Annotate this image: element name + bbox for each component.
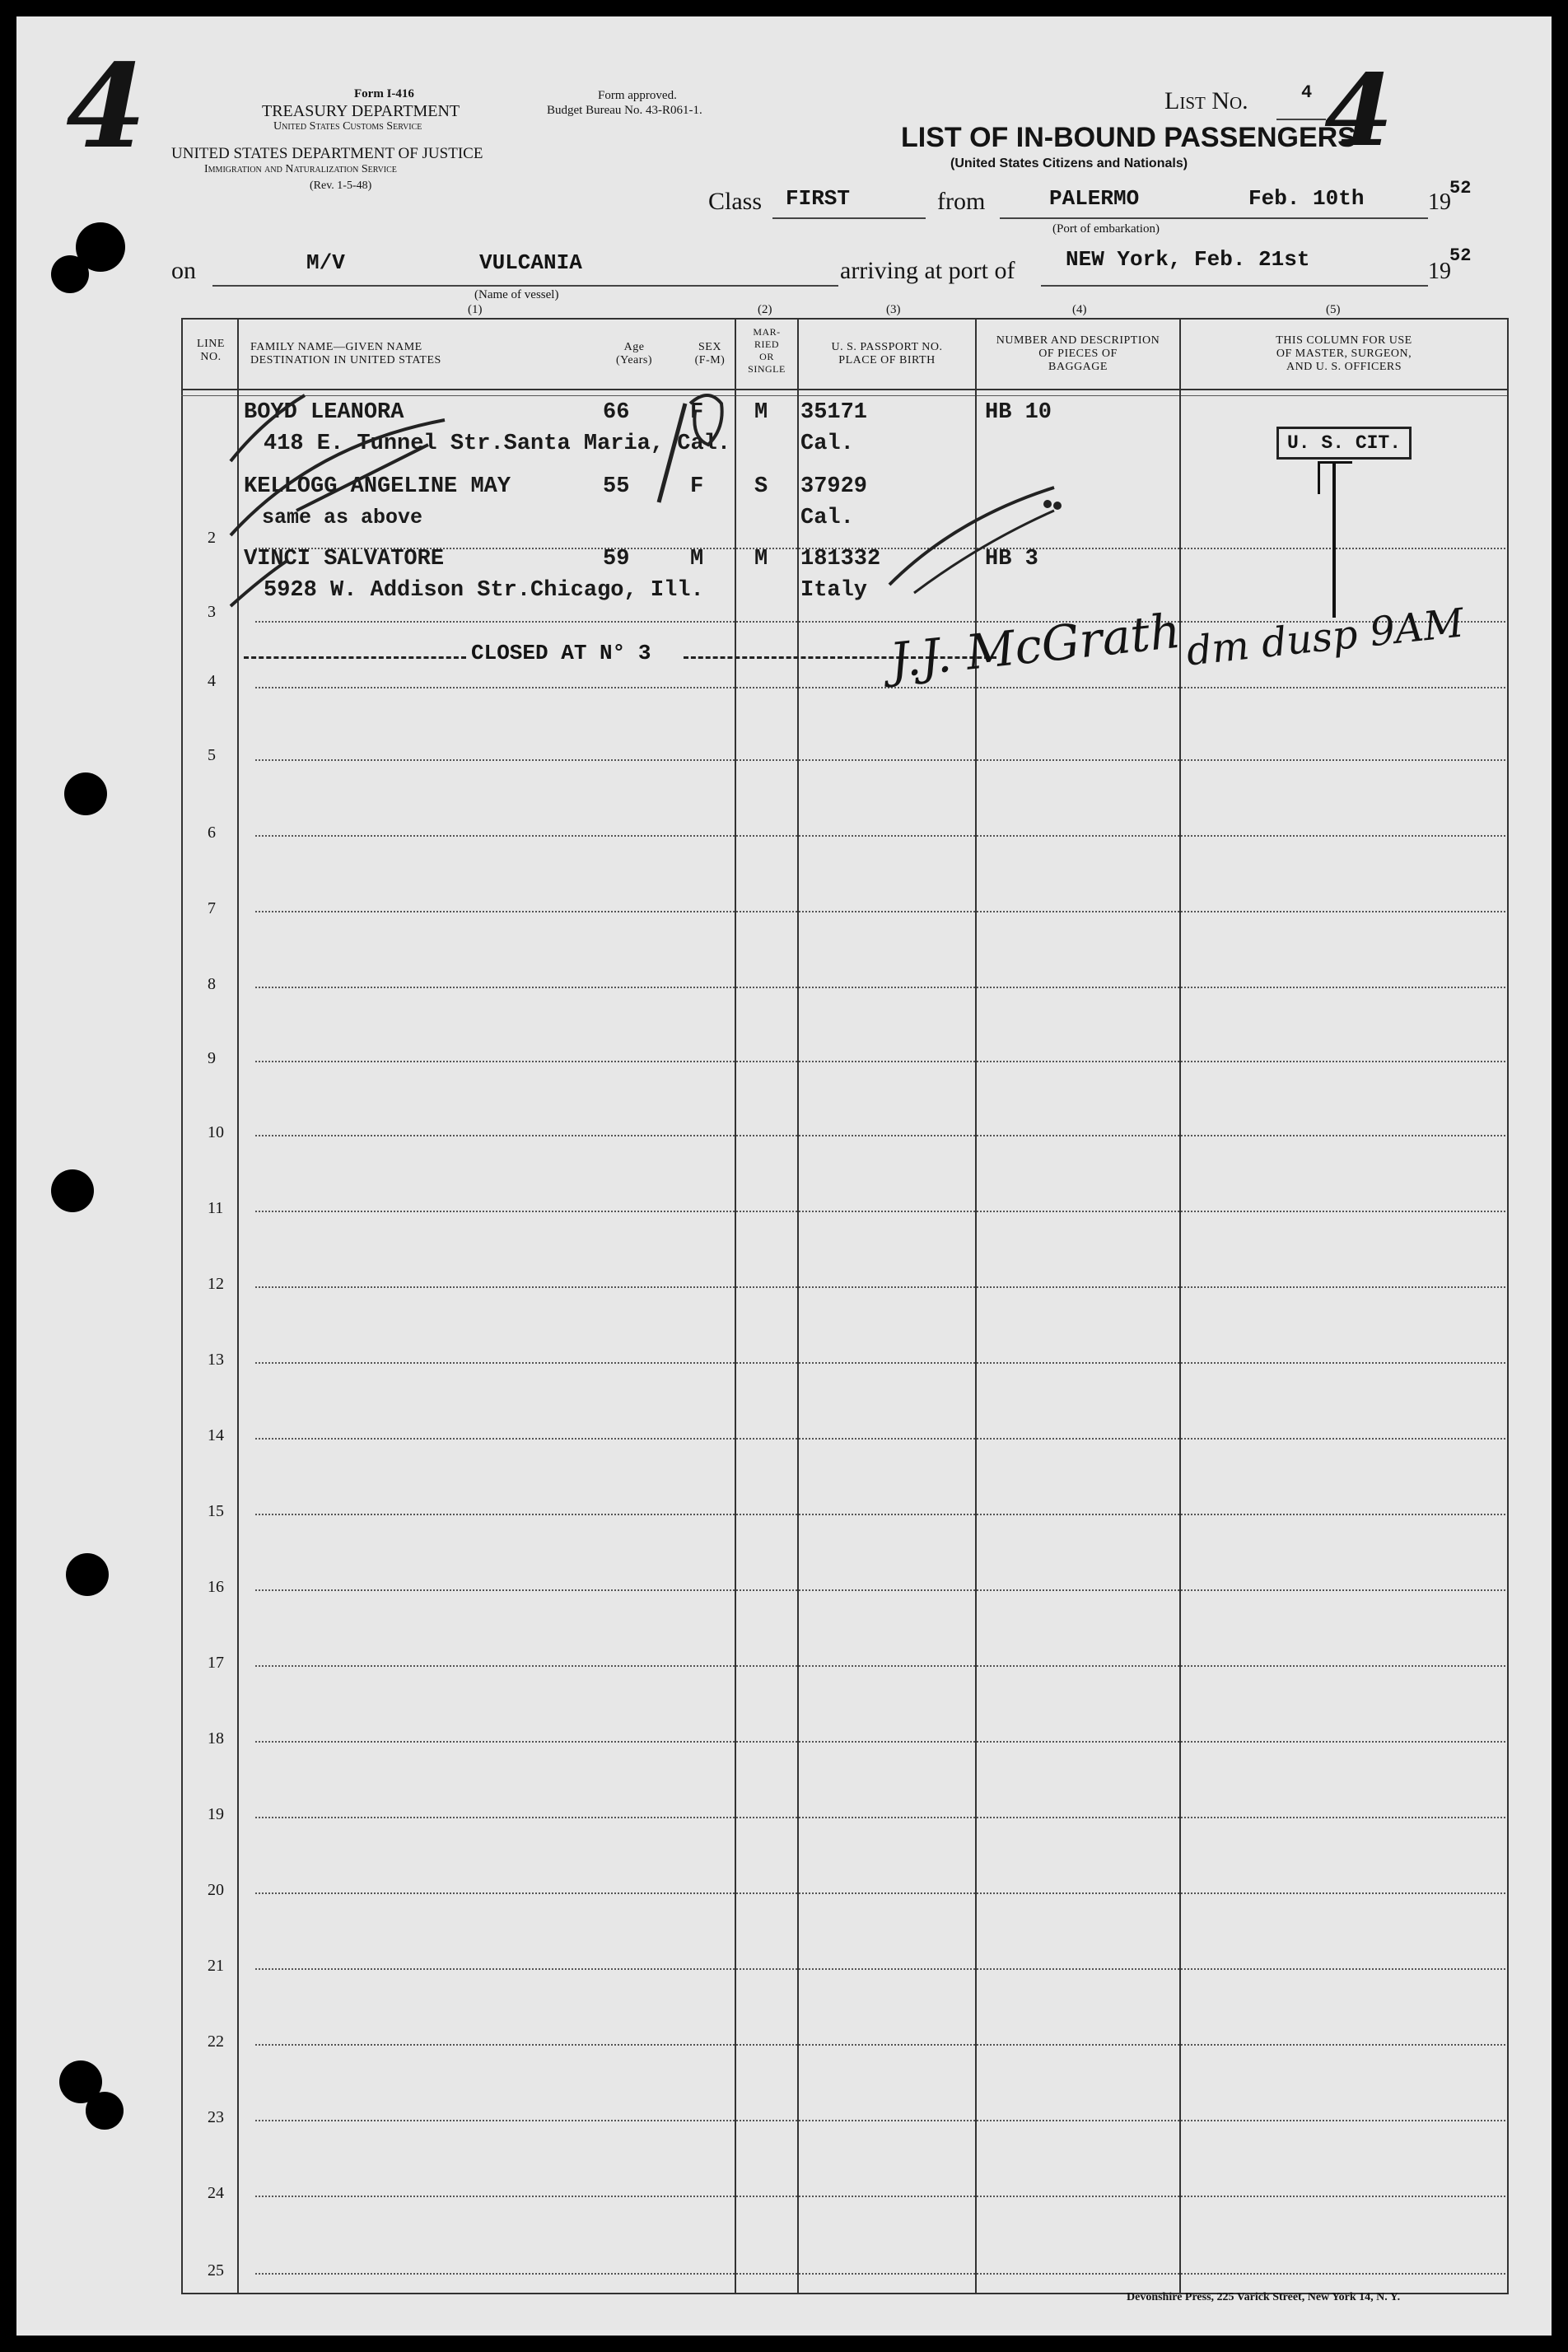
header-married: MAR- RIED OR SINGLE xyxy=(748,326,786,375)
handwritten-strokes xyxy=(16,16,1552,2336)
passenger-name: BOYD LEANORA xyxy=(244,400,404,425)
line-number: 13 xyxy=(208,1351,224,1369)
passenger-sex: M xyxy=(690,547,704,572)
justice: UNITED STATES DEPARTMENT OF JUSTICE xyxy=(171,145,483,162)
column-number: (2) xyxy=(758,303,772,316)
line-number: 3 xyxy=(208,603,216,621)
column-number: (1) xyxy=(468,303,483,316)
passenger-marital: S xyxy=(754,474,768,499)
citizenship-stamp: U. S. CIT. xyxy=(1276,427,1412,460)
revision: (Rev. 1-5-48) xyxy=(310,180,372,192)
header-line-no: LINE NO. xyxy=(197,338,225,363)
header-name: FAMILY NAME—GIVEN NAME DESTINATION IN UNITED STATES xyxy=(250,341,441,366)
class-label: Class xyxy=(708,188,763,215)
service: United States Customs Service xyxy=(273,120,422,133)
line-number: 24 xyxy=(208,2184,224,2202)
passenger-age: 66 xyxy=(603,400,630,425)
page-subtitle: (United States Citizens and Nationals) xyxy=(950,156,1188,170)
from-label: from xyxy=(937,188,986,215)
arriving-label: arriving at port of xyxy=(840,257,1015,284)
line-number: 11 xyxy=(208,1199,224,1217)
line-number: 17 xyxy=(208,1654,224,1672)
closed-text: CLOSED AT N° 3 xyxy=(471,641,651,665)
column-number: (4) xyxy=(1072,303,1087,316)
on-label: on xyxy=(171,257,196,284)
passenger-sex: F xyxy=(690,474,704,499)
passenger-birthplace: Cal. xyxy=(800,432,854,456)
year-suffix: 52 xyxy=(1449,178,1472,198)
line-number: 23 xyxy=(208,2108,224,2126)
line-number: 22 xyxy=(208,2032,224,2051)
passenger-passport: 181332 xyxy=(800,547,881,572)
footer-imprint: Devonshire Press, 225 Varick Street, New York 14, N. Y. xyxy=(1127,2291,1401,2303)
approval: Form approved. xyxy=(598,89,677,102)
passenger-baggage: HB 10 xyxy=(985,400,1052,425)
passenger-passport: 35171 xyxy=(800,400,868,425)
passenger-name: VINCI SALVATORE xyxy=(244,547,445,572)
line-number: 10 xyxy=(208,1123,224,1141)
vessel-type: M/V xyxy=(306,250,345,275)
corner-mark: 4 xyxy=(66,40,147,175)
line-number: 19 xyxy=(208,1805,224,1823)
passenger-destination: same as above xyxy=(262,506,423,530)
header-sex: SEX (F-M) xyxy=(694,341,726,366)
page-title: LIST OF IN-BOUND PASSENGERS xyxy=(901,122,1356,153)
line-number: 4 xyxy=(208,672,216,690)
passenger-sex: F xyxy=(690,400,704,425)
from-value: PALERMO xyxy=(1049,186,1140,211)
line-number: 5 xyxy=(208,746,216,764)
line-number: 9 xyxy=(208,1049,216,1067)
passenger-destination: 418 E. Tunnel Str.Santa Maria, Cal. xyxy=(264,432,731,456)
signature-note: dm dusp 9AM xyxy=(1183,600,1467,675)
list-no-value: 4 xyxy=(1324,53,1393,169)
passenger-birthplace: Cal. xyxy=(800,506,854,530)
passenger-age: 59 xyxy=(603,547,630,572)
line-number: 14 xyxy=(208,1426,224,1444)
passenger-baggage: HB 3 xyxy=(985,547,1038,572)
departure-date: Feb. 10th xyxy=(1248,186,1365,211)
list-no-label: List No. xyxy=(1164,87,1248,114)
passenger-marital: M xyxy=(754,400,768,425)
line-number: 6 xyxy=(208,824,216,842)
vessel-caption: (Name of vessel) xyxy=(474,288,559,301)
ins: Immigration and Naturalization Service xyxy=(204,163,397,175)
line-number: 12 xyxy=(208,1275,224,1293)
document-page xyxy=(16,16,1552,2336)
list-no-small: 4 xyxy=(1301,82,1313,103)
form-number: Form I-416 xyxy=(354,87,414,100)
budget: Budget Bureau No. 43-R061-1. xyxy=(547,104,702,117)
passenger-age: 55 xyxy=(603,474,630,499)
vessel-name: VULCANIA xyxy=(479,250,582,275)
year2-suffix: 52 xyxy=(1449,245,1472,266)
line-number: 15 xyxy=(208,1502,224,1520)
passenger-passport: 37929 xyxy=(800,474,868,499)
passenger-marital: M xyxy=(754,547,768,572)
passenger-destination: 5928 W. Addison Str.Chicago, Ill. xyxy=(264,578,704,603)
column-number: (3) xyxy=(886,303,901,316)
department: TREASURY DEPARTMENT xyxy=(262,102,460,120)
line-number: 16 xyxy=(208,1578,224,1596)
passenger-name: KELLOGG ANGELINE MAY xyxy=(244,474,511,499)
line-number: 7 xyxy=(208,899,216,917)
header-age: Age (Years) xyxy=(615,341,653,366)
year2-prefix: 19 xyxy=(1428,259,1451,284)
line-number: 2 xyxy=(208,529,216,547)
passenger-birthplace: Italy xyxy=(800,578,868,603)
line-number: 25 xyxy=(208,2261,224,2280)
arrival-value: NEW York, Feb. 21st xyxy=(1066,247,1310,272)
header-officers: THIS COLUMN FOR USE OF MASTER, SURGEON, AND U. S. OFFICERS xyxy=(1276,334,1412,373)
line-number: 21 xyxy=(208,1957,224,1975)
header-baggage: NUMBER AND DESCRIPTION OF PIECES OF BAGGAGE xyxy=(996,334,1160,373)
from-caption: (Port of embarkation) xyxy=(1052,222,1160,236)
line-number: 18 xyxy=(208,1729,224,1748)
header-passport: U. S. PASSPORT NO. PLACE OF BIRTH xyxy=(831,341,943,366)
line-number: 8 xyxy=(208,975,216,993)
year-prefix: 19 xyxy=(1428,189,1451,215)
signature: J.J. McGrath xyxy=(887,602,1183,689)
line-number: 20 xyxy=(208,1881,224,1899)
class-value: FIRST xyxy=(786,186,851,211)
column-number: (5) xyxy=(1326,303,1341,316)
